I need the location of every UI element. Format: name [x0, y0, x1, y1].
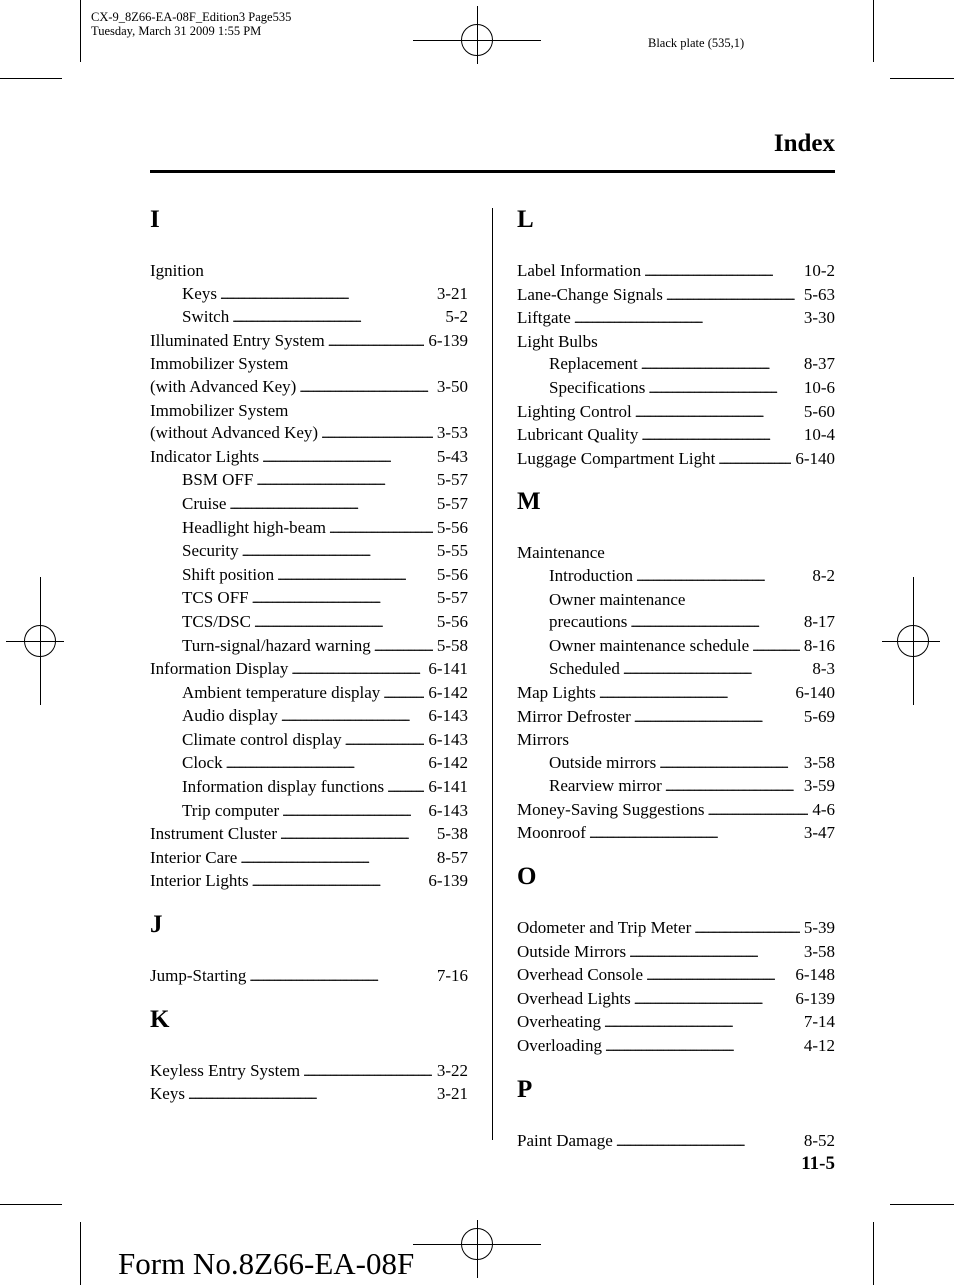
index-entry [150, 800, 468, 824]
entry-label: (with Advanced Key) [150, 376, 297, 396]
index-heading: Immobilizer System [150, 400, 289, 420]
form-number: Form No.8Z66-EA-08F [118, 1246, 415, 1281]
entry-label: BSM OFF [182, 470, 254, 490]
index-entry [517, 988, 835, 1012]
leader-dots [589, 822, 800, 846]
section-letter: K [150, 1005, 170, 1033]
entry-page: 8-37 [803, 354, 835, 374]
entry-label: Overheating [517, 1012, 602, 1032]
entry-page: 6-143 [428, 729, 468, 749]
index-entry [150, 729, 468, 753]
leader-dots [299, 376, 432, 400]
index-entry [517, 611, 835, 635]
index-entry [517, 1035, 835, 1059]
leader-dots [303, 1060, 433, 1084]
entry-label: Illuminated Entry System [150, 330, 325, 350]
entry-label: Cruise [182, 493, 227, 513]
index-entry [517, 775, 835, 799]
entry-page: 10-6 [803, 377, 835, 397]
entry-label: Interior Care [150, 847, 238, 867]
index-entry [150, 469, 468, 493]
leader-dots [648, 377, 800, 401]
index-entry [150, 611, 468, 635]
leader-dots [242, 540, 433, 564]
entry-page: 6-142 [428, 682, 468, 702]
entry-label: Interior Lights [150, 871, 249, 891]
index-entry [517, 260, 835, 284]
entry-label: Liftgate [517, 308, 571, 328]
index-entry [517, 1130, 835, 1154]
entry-page: 8-3 [812, 659, 835, 679]
entry-page: 5-58 [436, 635, 468, 655]
index-entry [517, 822, 835, 846]
index-entry [150, 705, 468, 729]
leader-dots [659, 752, 800, 776]
doc-info-line-1: CX-9_8Z66-EA-08F_Edition3 Page535 [91, 10, 292, 24]
leader-dots [574, 307, 800, 331]
entry-label: Outside Mirrors [517, 941, 627, 961]
entry-label: Lighting Control [517, 401, 632, 421]
index-entry [150, 283, 468, 307]
entry-label: Map Lights [517, 682, 596, 702]
entry-label: Ambient temperature display [182, 682, 381, 702]
registration-circle [897, 625, 929, 657]
page-number: 11-5 [801, 1153, 835, 1174]
entry-label: Instrument Cluster [150, 824, 278, 844]
leader-dots [256, 469, 432, 493]
leader-dots [718, 448, 791, 472]
leader-dots [636, 565, 808, 589]
index-entry [517, 682, 835, 706]
entry-page: 3-47 [803, 823, 835, 843]
entry-page: 8-52 [803, 1130, 835, 1150]
entry-page: 5-63 [803, 284, 835, 304]
leader-dots [635, 401, 800, 425]
leader-dots [254, 611, 433, 635]
section-letter: L [517, 206, 534, 233]
entry-label: Paint Damage [517, 1130, 613, 1150]
entry-page: 5-39 [803, 918, 835, 938]
index-heading: Immobilizer System [150, 354, 289, 374]
title-rule [150, 170, 835, 173]
entry-page: 5-60 [803, 401, 835, 421]
entry-label: Jump-Starting [150, 966, 247, 986]
doc-info [91, 10, 291, 38]
leader-dots [232, 306, 441, 330]
leader-dots [374, 635, 433, 659]
crop-mark [80, 0, 81, 62]
crop-mark [0, 1204, 62, 1205]
index-entry [150, 540, 468, 564]
index-entry [517, 658, 835, 682]
leader-dots [383, 682, 424, 706]
entry-page: 5-2 [445, 307, 468, 327]
leader-dots [291, 658, 424, 682]
entry-label: Climate control display [182, 729, 342, 749]
column-divider [492, 208, 493, 1140]
leader-dots [634, 988, 792, 1012]
entry-page: 5-57 [436, 493, 468, 513]
leader-dots [229, 493, 432, 517]
leader-dots [249, 965, 432, 989]
entry-page: 3-22 [436, 1060, 468, 1080]
index-heading: Light Bulbs [517, 331, 598, 351]
crop-mark [890, 78, 954, 79]
entry-label: Luggage Compartment Light [517, 448, 716, 468]
index-entry [517, 1011, 835, 1035]
entry-page: 3-59 [803, 776, 835, 796]
crop-mark [0, 78, 62, 79]
entry-page: 6-140 [795, 682, 835, 702]
registration-circle [461, 1228, 493, 1260]
entry-page: 6-143 [428, 800, 468, 820]
leader-dots [387, 776, 424, 800]
leader-dots [282, 800, 424, 824]
leader-dots [644, 260, 800, 284]
entry-label: Odometer and Trip Meter [517, 918, 692, 938]
entry-page: 8-57 [436, 847, 468, 867]
entry-page: 8-2 [812, 565, 835, 585]
index-heading: Mirrors [517, 730, 569, 750]
entry-page: 4-12 [803, 1036, 835, 1056]
entry-page: 7-16 [436, 966, 468, 986]
entry-page: 10-4 [803, 425, 835, 445]
entry-label: Clock [182, 753, 223, 773]
entry-page: 6-139 [428, 871, 468, 891]
entry-page: 6-148 [795, 965, 835, 985]
section-letter: P [517, 1075, 533, 1103]
entry-label: Replacement [549, 354, 638, 374]
leader-dots [328, 330, 425, 354]
entry-label: Label Information [517, 261, 642, 280]
entry-page: 6-139 [428, 330, 468, 350]
index-entry [517, 635, 835, 659]
entry-label: TCS/DSC [182, 611, 251, 631]
entry-label: Indicator Lights [150, 446, 260, 466]
index-entry [150, 422, 468, 446]
entry-label: Specifications [549, 377, 646, 397]
index-entry [517, 353, 835, 377]
leader-dots [641, 424, 800, 448]
entry-label: Turn-signal/hazard warning [182, 635, 371, 655]
leader-dots [707, 799, 808, 823]
entry-label: Information Display [150, 659, 289, 679]
leader-dots [599, 682, 791, 706]
leader-dots [252, 587, 433, 611]
entry-label: Owner maintenance schedule [549, 635, 750, 655]
leader-dots [646, 964, 791, 988]
entry-label: Overhead Lights [517, 988, 631, 1008]
page-title: Index [773, 130, 835, 157]
entry-page: 3-58 [803, 752, 835, 772]
entry-page: 3-21 [436, 283, 468, 303]
leader-dots [281, 705, 424, 729]
leader-dots [188, 1083, 433, 1107]
section-letter: O [517, 863, 537, 891]
entry-page: 8-16 [803, 635, 835, 655]
index-entry [150, 587, 468, 611]
leader-dots [277, 564, 433, 588]
index-entry [150, 776, 468, 800]
entry-page: 3-21 [436, 1084, 468, 1104]
entry-label: precautions [549, 612, 628, 632]
index-entry [517, 448, 835, 472]
section-letter: J [150, 911, 163, 939]
registration-circle [24, 625, 56, 657]
leader-dots [616, 1130, 800, 1154]
entry-page: 3-58 [803, 941, 835, 961]
index-entry [150, 823, 468, 847]
entry-page: 5-57 [436, 588, 468, 608]
entry-page: 5-69 [803, 706, 835, 726]
index-heading: Maintenance [517, 543, 605, 563]
entry-page: 5-43 [436, 446, 468, 466]
index-heading: Owner maintenance [549, 589, 686, 609]
entry-label: Lubricant Quality [517, 425, 639, 445]
entry-label: Outside mirrors [549, 752, 657, 772]
leader-dots [666, 284, 800, 308]
leader-dots [665, 775, 800, 799]
leader-dots [329, 517, 433, 541]
index-column-left [150, 205, 468, 1107]
index-column-right [517, 205, 835, 1153]
leader-dots [630, 611, 799, 635]
index-entry [517, 752, 835, 776]
leader-dots [641, 353, 800, 377]
leader-dots [240, 847, 433, 871]
index-entry [150, 517, 468, 541]
entry-page: 4-6 [812, 799, 835, 819]
entry-label: TCS OFF [182, 588, 249, 608]
index-entry [517, 941, 835, 965]
leader-dots [220, 283, 433, 307]
index-entry [150, 847, 468, 871]
crop-mark [890, 1204, 954, 1205]
index-entry [150, 564, 468, 588]
leader-dots [623, 658, 809, 682]
leader-dots [605, 1035, 800, 1059]
leader-dots [694, 917, 800, 941]
entry-label: Overhead Console [517, 965, 644, 985]
index-entry [150, 493, 468, 517]
entry-label: Overloading [517, 1036, 602, 1056]
entry-page: 5-56 [436, 517, 468, 537]
entry-label: Trip computer [182, 800, 280, 820]
leader-dots [345, 729, 425, 753]
index-entry [517, 917, 835, 941]
leader-dots [604, 1011, 800, 1035]
crop-mark [873, 0, 874, 62]
entry-label: Money-Saving Suggestions [517, 799, 705, 819]
entry-page: 6-141 [428, 777, 468, 797]
index-heading: Ignition [150, 261, 204, 280]
entry-page: 6-143 [428, 706, 468, 726]
entry-page: 6-141 [428, 659, 468, 679]
index-entry [150, 870, 468, 894]
index-entry [150, 635, 468, 659]
index-entry [150, 658, 468, 682]
entry-page: 5-56 [436, 564, 468, 584]
entry-label: Keyless Entry System [150, 1060, 301, 1080]
leader-dots [262, 446, 433, 470]
entry-page: 5-38 [436, 824, 468, 844]
section-letter: M [517, 488, 541, 516]
entry-label: Information display functions [182, 777, 385, 797]
index-entry [517, 307, 835, 331]
registration-circle [461, 24, 493, 56]
entry-label: Audio display [182, 706, 278, 726]
section-letter: I [150, 206, 160, 233]
entry-label: Scheduled [549, 659, 620, 679]
index-entry [150, 682, 468, 706]
entry-page: 6-139 [795, 988, 835, 1008]
entry-label: Introduction [549, 565, 634, 585]
index-entry [150, 1083, 468, 1107]
entry-page: 10-2 [803, 261, 835, 280]
index-entry [150, 965, 468, 989]
index-entry [517, 424, 835, 448]
index-entry [150, 446, 468, 470]
index-entry [517, 284, 835, 308]
entry-page: 5-57 [436, 470, 468, 490]
leader-dots [280, 823, 433, 847]
entry-page: 6-140 [795, 448, 835, 468]
entry-page: 7-14 [803, 1012, 835, 1032]
entry-label: Shift position [182, 564, 275, 584]
index-entry [517, 377, 835, 401]
plate-info: Black plate (535,1) [648, 36, 745, 50]
entry-page: 3-50 [436, 376, 468, 396]
index-entry [150, 306, 468, 330]
leader-dots [752, 635, 800, 659]
crop-mark [80, 1222, 81, 1285]
index-entry [150, 1060, 468, 1084]
entry-label: Lane-Change Signals [517, 284, 663, 304]
index-entry [517, 964, 835, 988]
index-entry [517, 799, 835, 823]
entry-label: Keys [150, 1084, 185, 1104]
index-entry [150, 330, 468, 354]
index-entry [150, 376, 468, 400]
leader-dots [321, 422, 433, 446]
entry-label: Rearview mirror [549, 776, 662, 796]
leader-dots [252, 870, 425, 894]
entry-label: Moonroof [517, 823, 586, 843]
entry-page: 8-17 [803, 612, 835, 632]
entry-page: 5-55 [436, 541, 468, 561]
crop-mark [873, 1222, 874, 1285]
entry-page: 6-142 [428, 753, 468, 773]
index-entry [517, 706, 835, 730]
entry-page: 3-30 [803, 308, 835, 328]
index-entry [150, 752, 468, 776]
entry-page: 3-53 [436, 423, 468, 443]
leader-dots [629, 941, 800, 965]
leader-dots [634, 706, 800, 730]
entry-label: Mirror Defroster [517, 706, 631, 726]
entry-label: Headlight high-beam [182, 517, 326, 537]
entry-label: Security [182, 541, 239, 561]
index-entry [517, 401, 835, 425]
entry-label: Switch [182, 307, 230, 327]
entry-label: Keys [182, 283, 217, 303]
index-entry [517, 565, 835, 589]
entry-label: (without Advanced Key) [150, 423, 319, 443]
leader-dots [226, 752, 425, 776]
doc-info-line-2: Tuesday, March 31 2009 1:55 PM [91, 24, 262, 38]
entry-page: 5-56 [436, 611, 468, 631]
